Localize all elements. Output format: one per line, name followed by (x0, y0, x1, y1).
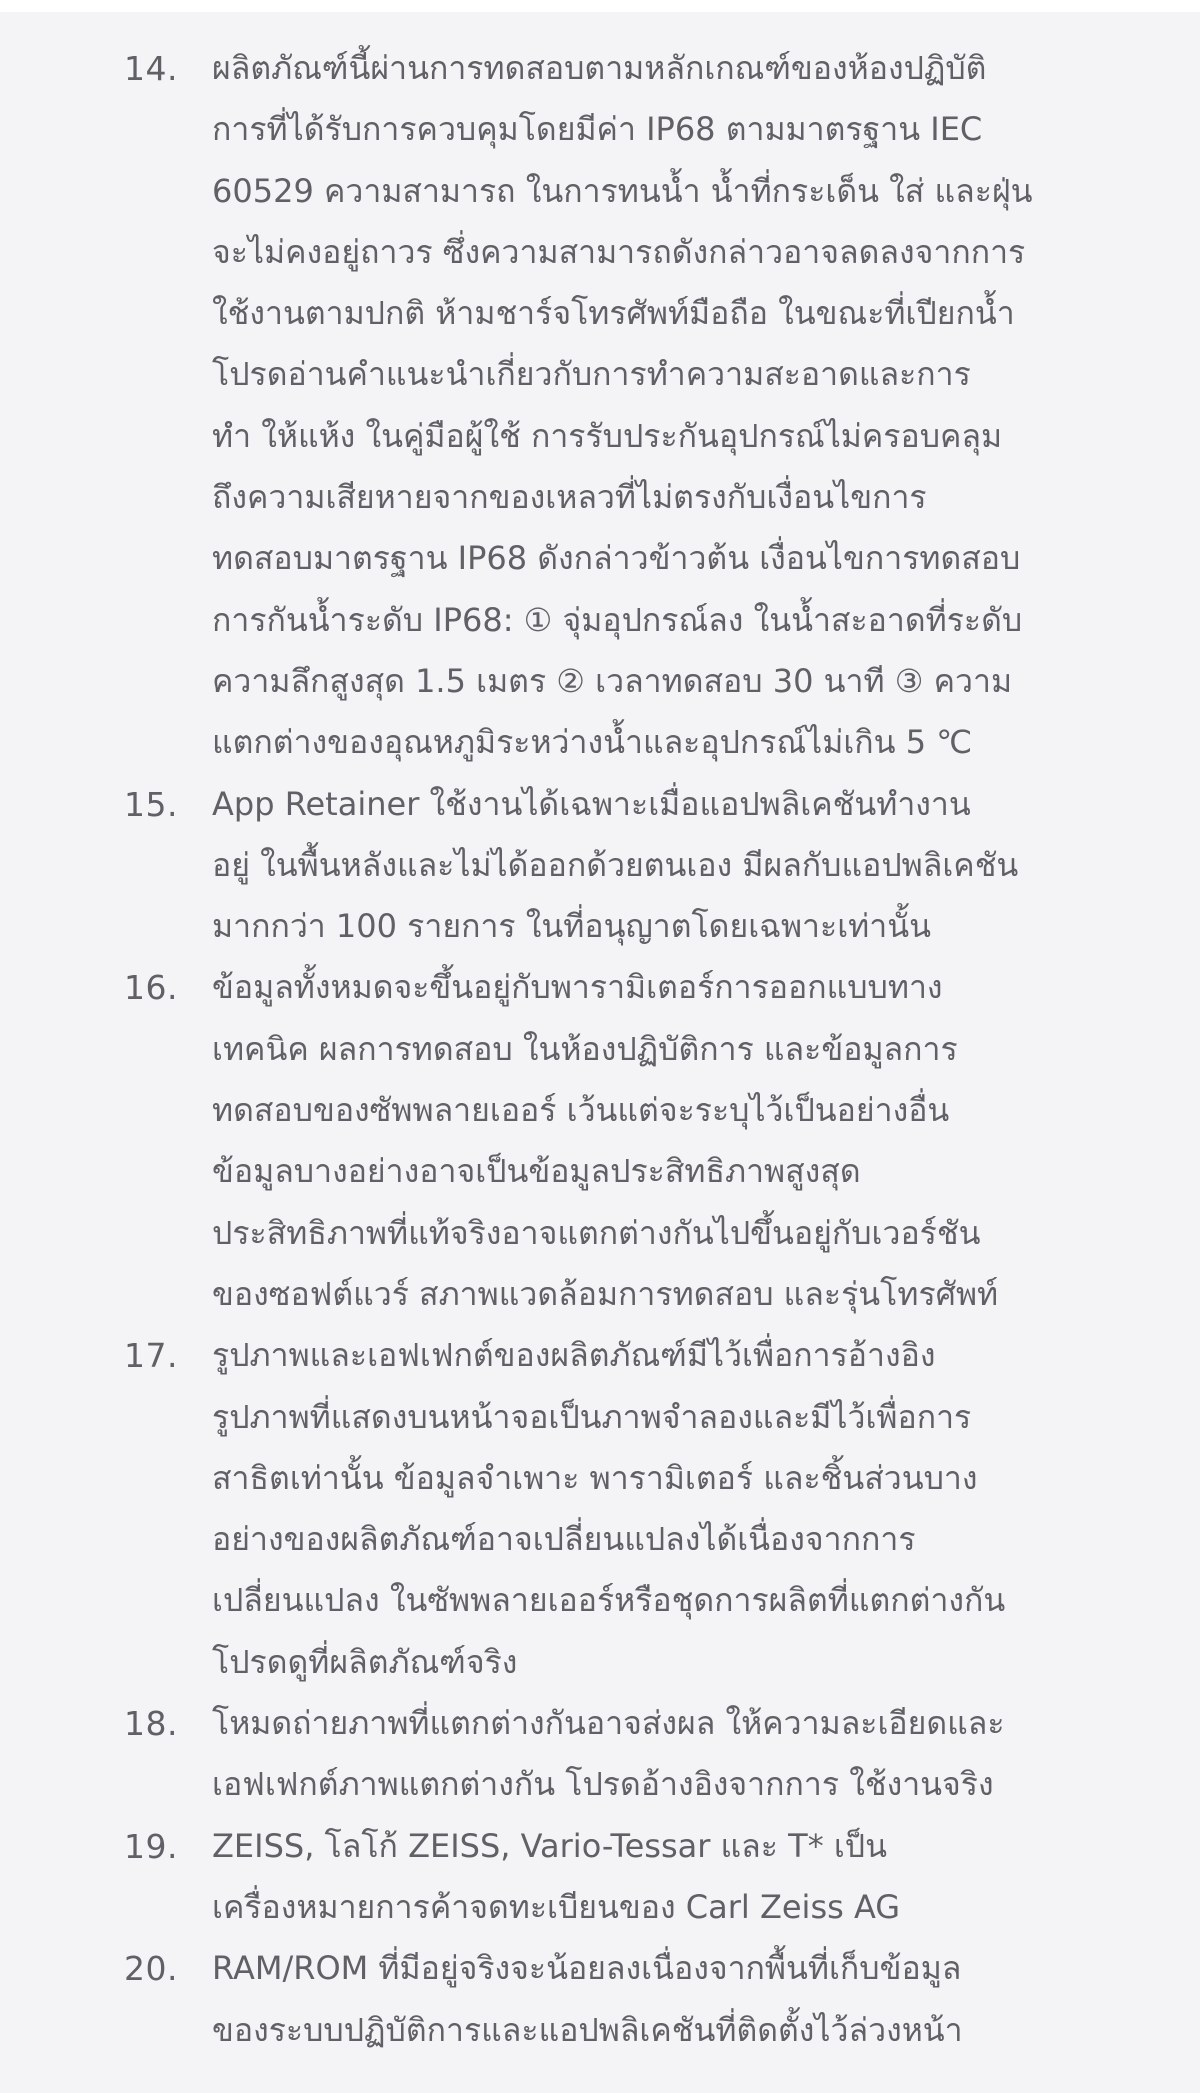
footnote-text (212, 38, 1090, 774)
footnote-line: ใช้งานตามปกติ ห้ามชาร์จโทรศัพท์มือถือ ในขณะที่เปียกน้ำ (212, 294, 1015, 333)
footnote-line: การที่ได้รับการควบคุมโดยมีค่า IP68 ตามมาตรฐาน IEC (212, 110, 983, 149)
footnote-number: 15. (124, 784, 178, 824)
footnote-line: ถึงความเสียหายจากของเหลวที่ไม่ตรงกับเงื่อนไขการ (212, 478, 927, 517)
footnote-text (212, 1325, 1090, 1693)
footnote-item (0, 957, 1200, 1325)
footnote-item (0, 1816, 1200, 1939)
footnote-line: App Retainer ใช้งานได้เฉพาะเมื่อแอปพลิเคชันทำงาน (212, 784, 971, 823)
footnote-line: ทดสอบของซัพพลายเออร์ เว้นแต่จะระบุไว้เป็นอย่างอื่น (212, 1091, 950, 1130)
footnote-line: ทำ ให้แห้ง ในคู่มือผู้ใช้ การรับประกันอุปกรณ์ไม่ครอบคลุม (212, 416, 1003, 455)
footnote-line: ข้อมูลบางอย่างอาจเป็นข้อมูลประสิทธิภาพสูงสุด (212, 1152, 861, 1191)
footnote-line: อย่างของผลิตภัณฑ์อาจเปลี่ยนแปลงได้เนื่องจากการ (212, 1520, 916, 1559)
footnotes-list (0, 38, 1200, 2061)
footnote-line: รูปภาพที่แสดงบนหน้าจอเป็นภาพจำลองและมีไว้เพื่อการ (212, 1397, 972, 1436)
footnote-item (0, 1325, 1200, 1693)
footnote-line: โปรดอ่านคำแนะนำเกี่ยวกับการทำความสะอาดและการ (212, 355, 971, 394)
footnote-item (0, 38, 1200, 774)
footnote-line: ของระบบปฏิบัติการและแอปพลิเคชันที่ติดตั้งไว้ล่วงหน้า (212, 2010, 963, 2049)
footnote-line: โปรดดูที่ผลิตภัณฑ์จริง (212, 1642, 518, 1681)
footnotes-panel (0, 12, 1200, 2093)
footnote-line: รูปภาพและเอฟเฟกต์ของผลิตภัณฑ์มีไว้เพื่อการอ้างอิง (212, 1336, 936, 1375)
footnote-text (212, 1693, 1090, 1816)
footnote-line: สาธิตเท่านั้น ข้อมูลจำเพาะ พารามิเตอร์ และชิ้นส่วนบาง (212, 1458, 978, 1497)
footnote-line: อยู่ ในพื้นหลังและไม่ได้ออกด้วยตนเอง มีผลกับแอปพลิเคชัน (212, 845, 1019, 884)
footnote-number: 18. (124, 1704, 178, 1744)
footnote-line: จะไม่คงอยู่ถาวร ซึ่งความสามารถดังกล่าวอาจลดลงจากการ (212, 232, 1026, 271)
footnote-line: การกันน้ำระดับ IP68: ① จุ่มอุปกรณ์ลง ในน้ำสะอาดที่ระดับ (212, 600, 1023, 639)
footnote-text (212, 957, 1090, 1325)
footnote-text (212, 1816, 1090, 1939)
footnote-item (0, 1693, 1200, 1816)
footnote-line: มากกว่า 100 รายการ ในที่อนุญาตโดยเฉพาะเท่านั้น (212, 907, 931, 946)
footnote-number: 20. (124, 1949, 178, 1989)
footnote-line: ความลึกสูงสุด 1.5 เมตร ② เวลาทดสอบ 30 นาที ③ ความ (212, 661, 1013, 700)
footnote-line: ประสิทธิภาพที่แท้จริงอาจแตกต่างกันไปขึ้นอยู่กับเวอร์ชัน (212, 1213, 981, 1252)
footnote-number: 16. (124, 968, 178, 1008)
footnote-line: ของซอฟต์แวร์ สภาพแวดล้อมการทดสอบ และรุ่นโทรศัพท์ (212, 1274, 999, 1313)
footnote-text (212, 774, 1090, 958)
footnote-number: 19. (124, 1826, 178, 1866)
footnote-line: เปลี่ยนแปลง ในซัพพลายเออร์หรือชุดการผลิตที่แตกต่างกัน (212, 1581, 1006, 1620)
footnote-line: เทคนิค ผลการทดสอบ ในห้องปฏิบัติการ และข้อมูลการ (212, 1029, 958, 1068)
footnote-text (212, 1938, 1090, 2061)
footnote-line: เอฟเฟกต์ภาพแตกต่างกัน โปรดอ้างอิงจากการ ใช้งานจริง (212, 1765, 994, 1804)
footnote-line: ผลิตภัณฑ์นี้ผ่านการทดสอบตามหลักเกณฑ์ของห้องปฏิบัติ (212, 49, 987, 87)
footnote-line: เครื่องหมายการค้าจดทะเบียนของ Carl Zeiss AG (212, 1887, 901, 1926)
footnote-line: RAM/ROM ที่มีอยู่จริงจะน้อยลงเนื่องจากพื้นที่เก็บข้อมูล (212, 1949, 962, 1988)
footnote-line: โหมดถ่ายภาพที่แตกต่างกันอาจส่งผล ให้ความละเอียดและ (212, 1704, 1005, 1743)
footnote-line: ทดสอบมาตรฐาน IP68 ดังกล่าวข้าวต้น เงื่อนไขการทดสอบ (212, 539, 1021, 578)
footnote-item (0, 774, 1200, 958)
footnote-number: 14. (124, 49, 178, 88)
footnote-line: 60529 ความสามารถ ในการทนน้ำ น้ำที่กระเด็น ใส่ และฝุ่น (212, 171, 1033, 210)
footnote-number: 17. (124, 1336, 178, 1376)
footnote-line: แตกต่างของอุณหภูมิระหว่างน้ำและอุปกรณ์ไม่เกิน 5 ℃ (212, 723, 973, 762)
footnote-line: ข้อมูลทั้งหมดจะขึ้นอยู่กับพารามิเตอร์การออกแบบทาง (212, 968, 943, 1007)
footnote-item (0, 1938, 1200, 2061)
footnote-line: ZEISS, โลโก้ ZEISS, Vario-Tessar และ T* เป็น (212, 1826, 887, 1865)
